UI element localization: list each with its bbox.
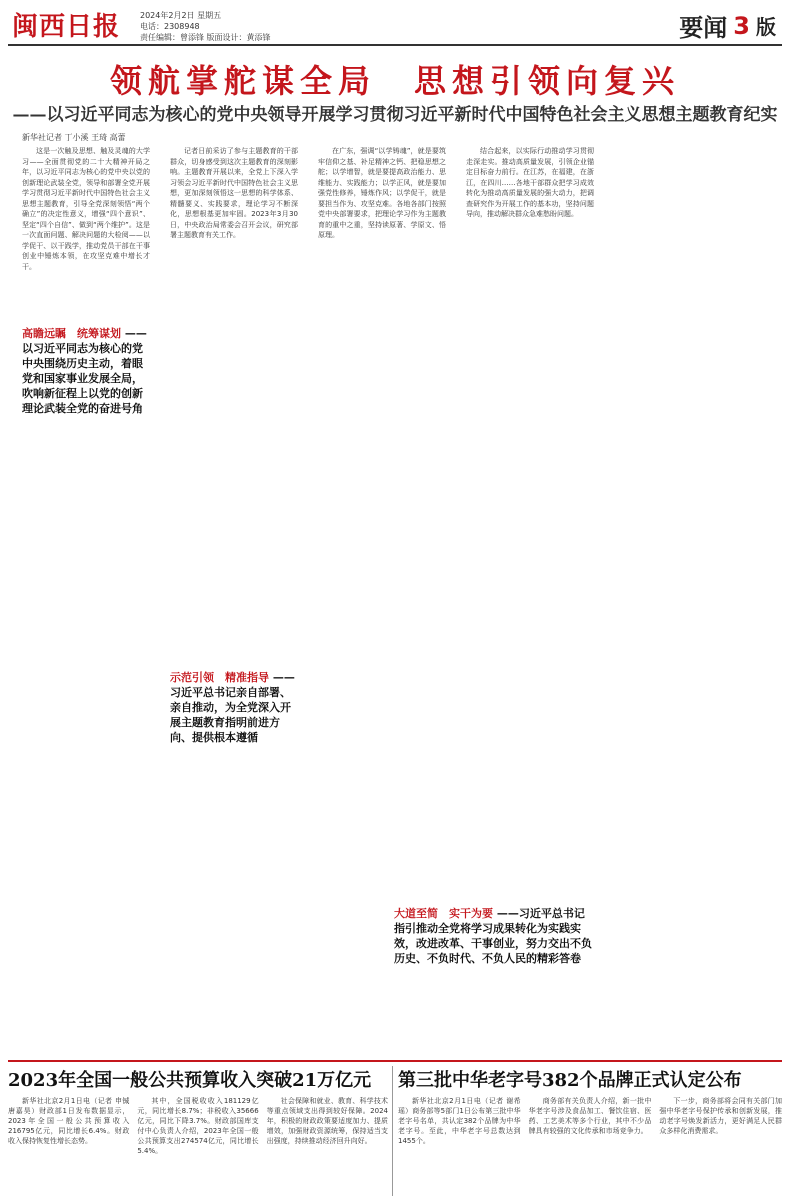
bottom-paragraph: 新华社北京2月1日电（记者 谢希瑶）商务部等5部门1日公布第三批中华老字号名单，共认定382个品牌为中华老字号。至此，中华老字号总数达到1455个。 <box>398 1097 521 1145</box>
masthead <box>8 4 782 46</box>
bottom-story-body <box>8 1096 388 1156</box>
callout-c <box>394 906 594 966</box>
bottom-story-brands <box>398 1066 782 1196</box>
page-suffix: 版 <box>756 15 776 39</box>
article-paragraph: 结合起来，以实际行动推动学习贯彻走深走实。推动高质量发展，引领企业锚定目标奋力前行。在江苏，在福建，在浙江，在四川……各地干部群众把学习成效转化为推动高质量发展的强大动力，把调查研究作为开展工作的基本功，坚持问题导向，推动解决群众急难愁盼问题。 <box>466 147 594 218</box>
callout-b <box>170 670 298 745</box>
byline-text: 新华社记者 丁小溪 王琦 高蕾 <box>22 133 126 142</box>
bottom-paragraph: 下一步，商务部将会同有关部门加强中华老字号保护传承和创新发展，推动老字号焕发新活力，更好满足人民群众多样化消费需求。 <box>659 1097 782 1135</box>
callout-c-text: ——习近平总书记指引推动全党将学习成果转化为实践实效，改进改革、干事创业，努力交出不负历史、不负时代、不负人民的精彩答卷 <box>394 907 592 965</box>
logo-text: 闽西日报 <box>12 11 121 42</box>
section-divider <box>8 1060 782 1062</box>
article-paragraph: 这是一次触及思想、触及灵魂的大学习——全面贯彻党的二十大精神开局之年，以习近平同志为核心的党中央以党的创新理论武装全党，领导和部署全党开展学习贯彻习近平新时代中国特色社会主义思想主题教育，引导全党深刻领悟“两个确立”的决定性意义，增强“四个意识”、坚定“四个自信”、做到“两个维护”。这是一次直面问题、解决问题的大检阅——以学促干、以干践学，推动党员干部在干事创业中锤炼本领，在攻坚克难中增长才干。 <box>22 147 150 271</box>
bottom-paragraph: 新华社北京2月1日电（记者 申铖 唐嘉昊）财政部1日发布数据显示，2023年全国一般公共预算收入216795亿元，同比增长6.4%。财政收入保持恢复性增长态势。 <box>8 1097 130 1145</box>
bottom-paragraph: 其中，全国税收收入181129亿元，同比增长8.7%；非税收入35666亿元，同比下降3.7%。财政部国库支付中心负责人介绍，2023年全国一般公共预算支出274574亿元，同比增长5.4%。 <box>137 1097 259 1155</box>
article-paragraph: 在广东，强调“以学铸魂”，就是要筑牢信仰之基、补足精神之钙、把稳思想之舵；以学增智，就是要提高政治能力、思维能力、实践能力；以学正风，就是要加强党性修养，锤炼作风；以学促干，就是要担当作为、攻坚克难。各地各部门按照党中央部署要求，把理论学习作为主题教育的重中之重，坚持读原著、学原文、悟原理。 <box>318 147 446 239</box>
callout-c-label: 大道至简 实干为要 <box>394 907 493 920</box>
callout-b-text: ——习近平总书记亲自部署、亲自推动，为全党深入开展主题教育指明前进方向、提供根本遵循 <box>170 671 295 744</box>
bottom-separator <box>392 1066 393 1196</box>
issue-weekday: 星期五 <box>197 11 222 20</box>
phone-number: 电话：2308948 <box>140 22 200 31</box>
bottom-story-budget <box>8 1066 388 1196</box>
issue-date: 2024年2月2日 <box>140 11 195 20</box>
bottom-paragraph: 社会保障和就业、教育、科学技术等重点领域支出得到较好保障。2024年，积极的财政政策要适度加力、提质增效，加强财政资源统筹，保持适当支出强度，持续推动经济回升向好。 <box>266 1097 388 1145</box>
byline <box>22 132 126 143</box>
sub-headline: ——以习近平同志为核心的党中央领导开展学习贯彻习近平新时代中国特色社会主义思想主题教育纪实 <box>12 105 778 125</box>
editor-credit: 责任编辑：曾添锋 <box>140 33 204 42</box>
bottom-story-title: 2023年全国一般公共预算收入突破21万亿元 <box>8 1070 372 1091</box>
designer-credit: 版面设计：黄添锋 <box>206 33 271 42</box>
bottom-column <box>529 1096 652 1146</box>
bottom-column <box>659 1096 782 1146</box>
bottom-story-title: 第三批中华老字号382个品牌正式认定公布 <box>398 1070 742 1091</box>
bottom-column <box>137 1096 258 1156</box>
section-label <box>679 8 776 43</box>
article-paragraph: 记者日前采访了参与主题教育的干部群众，切身感受到这次主题教育的深刻影响。主题教育开展以来，全党上下深入学习领会习近平新时代中国特色社会主义思想，更加深刻领悟这一思想的科学体系、精髓要义、实践要求，理论学习不断深化，思想根基更加牢固。2023年3月30日，中央政治局常委会召开会议，研究部署主题教育有关工作。 <box>170 147 298 239</box>
article-column-1 <box>22 146 150 1054</box>
callout-a-label: 高瞻远瞩 统筹谋划 <box>22 327 121 340</box>
callout-a <box>22 326 150 416</box>
bottom-column <box>398 1096 521 1146</box>
page-number: 3 <box>733 11 750 40</box>
article-column-2 <box>170 146 298 1054</box>
section-title: 要闻 <box>679 14 728 42</box>
bottom-column <box>267 1096 388 1156</box>
bottom-column <box>8 1096 129 1156</box>
masthead-meta <box>140 10 271 43</box>
callout-a-text: ——以习近平同志为核心的党中央围绕历史主动，着眼党和国家事业发展全局，吹响新征程上以党的创新理论武装全党的奋进号角 <box>22 327 147 415</box>
newspaper-logo <box>12 6 132 42</box>
bottom-story-body <box>398 1096 782 1146</box>
main-headline: 领航掌舵谋全局 思想引领向复兴 <box>109 62 680 100</box>
callout-b-label: 示范引领 精准指导 <box>170 671 269 684</box>
bottom-paragraph: 商务部有关负责人介绍，新一批中华老字号涉及食品加工、餐饮住宿、医药、工艺美术等多个行业，其中不少品牌具有较强的文化传承和市场竞争力。 <box>528 1097 652 1135</box>
